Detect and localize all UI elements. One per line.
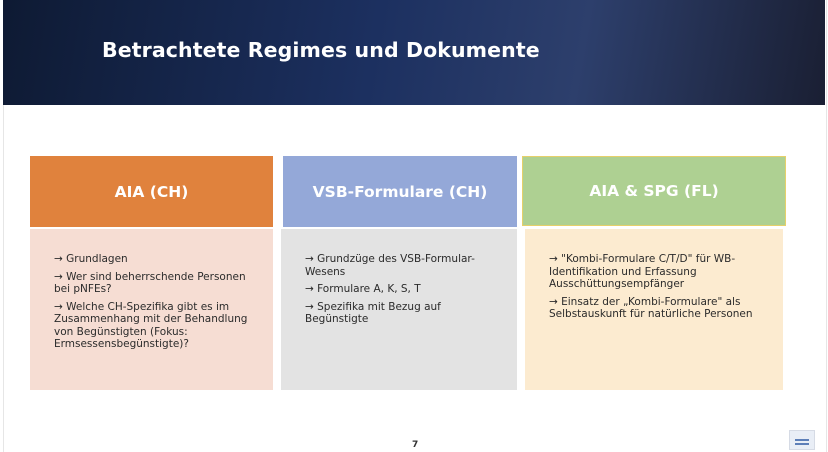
bullet-list: [549, 253, 773, 321]
column-heading-vsb-formulare: [283, 156, 517, 227]
slide-title: Betrachtete Regimes und Dokumente: [102, 38, 540, 62]
bullet-item: → Grundzüge des VSB-Formular-Wesens: [305, 253, 475, 278]
column-heading-label: AIA & SPG (FL): [589, 182, 719, 200]
column-heading-label: AIA (CH): [114, 182, 189, 201]
bullet-item: → Formulare A, K, S, T: [305, 283, 421, 295]
bullet-item: → Wer sind beherrschende Personen bei pNFEs?: [54, 270, 246, 295]
column-body-aia-spg-fl: [525, 229, 783, 390]
column-heading-aia-spg-fl: [522, 156, 786, 226]
bullet-item: → Grundlagen: [54, 253, 128, 265]
column-body-vsb-formulare: [281, 229, 517, 390]
bullet-item: → "Kombi-Formulare C/T/D" für WB-Identifikation und Erfassung Ausschüttungsempfänger: [549, 253, 736, 290]
bullet-item: → Spezifika mit Bezug auf Begünstigte: [305, 300, 441, 325]
bullet-item: → Welche CH-Spezifika gibt es im Zusammenhang mit der Behandlung von Begünstigten (Fokus: Ermsessensbegünstigte)?: [54, 300, 248, 350]
bullet-list: [54, 253, 263, 351]
column-heading-aia-ch: [30, 156, 273, 227]
bullet-item: → Einsatz der „Kombi-Formulare" als Selbstauskunft für natürliche Personen: [549, 295, 753, 320]
page-number: 7: [412, 440, 419, 450]
column-body-aia-ch: [30, 229, 273, 390]
column-heading-label: VSB-Formulare (CH): [312, 182, 488, 201]
bullet-list: [305, 253, 507, 326]
company-logo-icon: [789, 430, 815, 450]
